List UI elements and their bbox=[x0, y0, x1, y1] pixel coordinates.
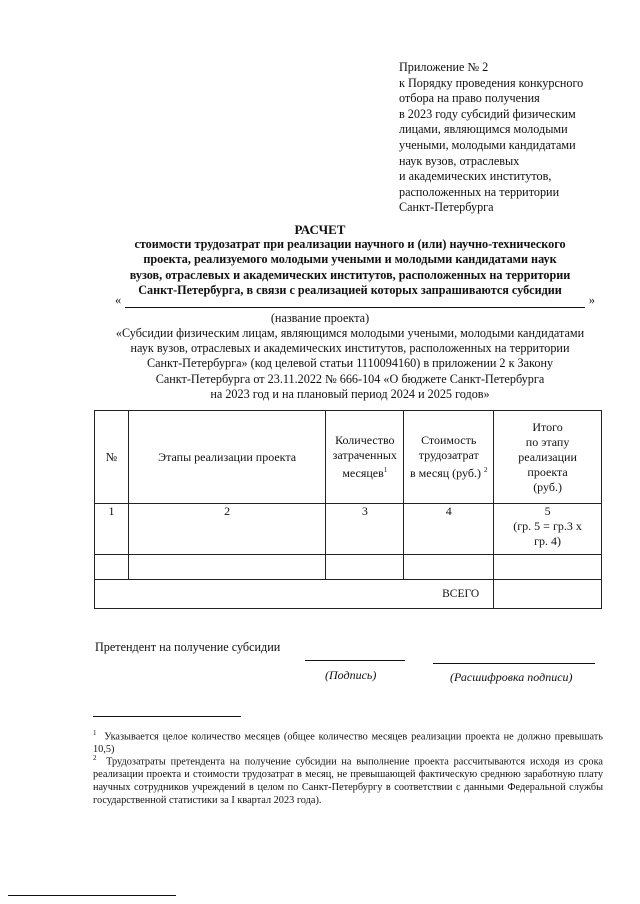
quote-close: » bbox=[588, 293, 595, 307]
budget-paragraph bbox=[95, 326, 605, 402]
col-number-1: 1 bbox=[95, 504, 129, 555]
footnote-2-mark: 2 bbox=[93, 754, 97, 762]
subtitle-line: проекта, реализуемого молодыми учеными и молодыми кандидатами наук bbox=[143, 252, 557, 267]
table-row bbox=[95, 504, 602, 555]
col-number-2: 2 bbox=[128, 504, 325, 555]
appendix-line: Приложение № 2 bbox=[399, 60, 489, 74]
paragraph-line: Санкт-Петербурга от 23.11.2022 № 666-104 «О бюджете Санкт-Петербурга bbox=[155, 371, 545, 386]
cost-table bbox=[94, 410, 602, 609]
header-months: Количество затраченных месяцев$^1$ bbox=[326, 411, 404, 504]
paragraph-line: «Субсидии физическим лицам, являющимся молодыми учеными, молодыми кандидатами bbox=[115, 326, 585, 340]
paragraph-line: на 2023 год и на плановый период 2024 и 2025 годов» bbox=[210, 386, 490, 401]
paragraph-line: наук вузов, отраслевых и академических институтов, расположенных на территории bbox=[130, 341, 570, 356]
subtitle-line: вузов, отраслевых и академических институтов, расположенных на территории bbox=[129, 267, 571, 282]
footnote-ref-1: 1 bbox=[383, 466, 388, 474]
project-name-underline bbox=[125, 307, 585, 308]
table-row[interactable] bbox=[95, 555, 602, 580]
appendix-note bbox=[399, 60, 629, 216]
header-cost: Стоимость трудозатрат в месяц (руб.) $^2$ bbox=[404, 411, 494, 504]
decoding-line[interactable] bbox=[433, 663, 595, 664]
total-value-cell[interactable] bbox=[494, 580, 602, 609]
appendix-line: отбора на право получения bbox=[399, 91, 540, 106]
appendix-line: в 2023 году субсидий физическим bbox=[399, 106, 576, 121]
signature-line[interactable] bbox=[305, 660, 405, 661]
header-stages: Этапы реализации проекта bbox=[128, 411, 325, 504]
document-subtitle bbox=[95, 237, 605, 299]
header-num: № bbox=[95, 411, 129, 504]
quote-open: « bbox=[115, 293, 122, 307]
header-total: Итого по этапу реализации проекта (руб.) bbox=[494, 411, 602, 504]
footnote-ref-2: 2 bbox=[483, 466, 488, 474]
document-title: РАСЧЕТ bbox=[294, 222, 346, 237]
paragraph-line: Санкт-Петербурга» (код целевой статьи 1110094160) в приложении 2 к Закону bbox=[146, 356, 554, 371]
subtitle-line: Санкт-Петербурга, в связи с реализацией которых запрашиваются субсидии bbox=[138, 283, 562, 298]
appendix-line: к Порядку проведения конкурсного bbox=[399, 75, 584, 90]
appendix-line: лицами, являющимся молодыми bbox=[399, 122, 568, 137]
table-header-row bbox=[95, 411, 602, 504]
total-row bbox=[95, 580, 602, 609]
col-number-3: 3 bbox=[326, 504, 404, 555]
footnote-1-text: Указывается целое количество месяцев (общее количество месяцев реализации проекта не должно превышать 10,5) bbox=[93, 731, 604, 756]
total-label: ВСЕГО bbox=[95, 580, 494, 609]
bottom-separator bbox=[8, 895, 176, 896]
footnote-separator bbox=[93, 716, 241, 717]
col-number-5: 5 (гр. 5 = гр.3 х гр. 4) bbox=[494, 504, 602, 555]
project-name-caption: (название проекта) bbox=[270, 311, 370, 325]
applicant-label: Претендент на получение субсидии bbox=[95, 640, 281, 654]
subtitle-line: стоимости трудозатрат при реализации научного и (или) научно-технического bbox=[134, 237, 566, 251]
decoding-caption: (Расшифровка подписи) bbox=[450, 670, 573, 684]
col-number-4: 4 bbox=[404, 504, 494, 555]
footnote-2-text: Трудозатраты претендента на получение субсидии на выполнение проекта рассчитываются исходя из срока реализации проекта и стоимости трудозатрат в месяц, не превышающей фактическую среднюю заработную плату научных сотрудников учреждений в целом по Санкт-Петербургу в соответствии с данными Федеральной службы государственной статистики за I квартал 2023 года). bbox=[93, 756, 603, 806]
appendix-line: расположенных на территории bbox=[399, 184, 560, 199]
appendix-line: Санкт-Петербурга bbox=[399, 200, 494, 215]
appendix-line: и академических институтов, bbox=[399, 169, 552, 184]
footnote-2 bbox=[93, 752, 603, 808]
appendix-line: учеными, молодыми кандидатами bbox=[399, 137, 576, 152]
footnote-1-mark: 1 bbox=[93, 729, 97, 737]
appendix-line: наук вузов, отраслевых bbox=[399, 153, 520, 168]
project-name-field[interactable] bbox=[115, 293, 595, 309]
signature-caption: (Подпись) bbox=[325, 668, 377, 682]
